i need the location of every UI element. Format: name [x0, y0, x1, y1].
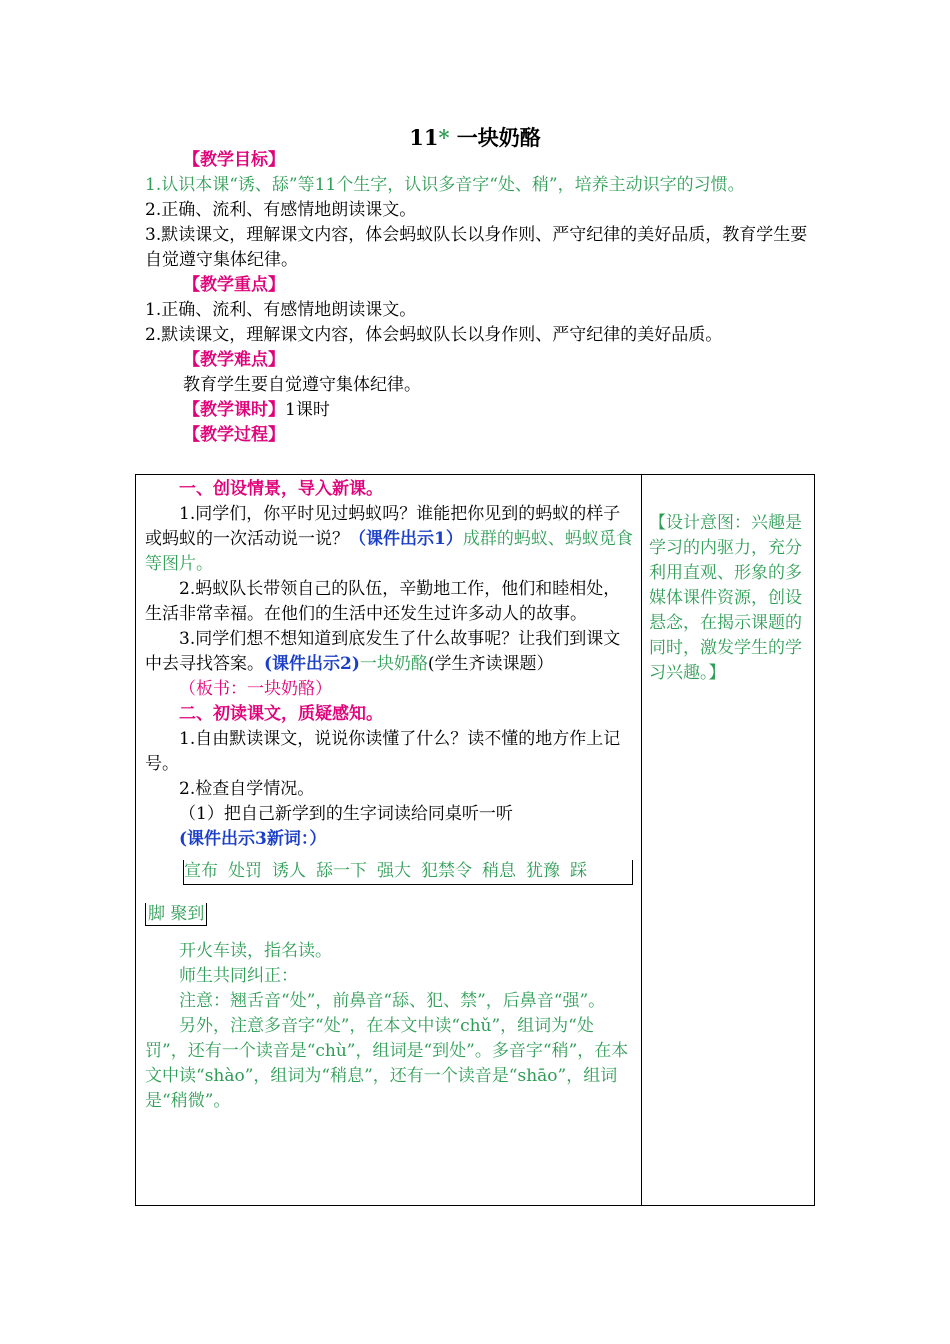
goals-section	[145, 148, 815, 448]
goal-1: 1.认识本课“诱、舔”等11个生字，认识多音字“处、稍”，培养主动识字的习惯。	[145, 175, 745, 195]
word-item: 宣布	[184, 861, 218, 881]
word-item: 诱人	[272, 861, 306, 881]
process-heading: 【教学过程】	[183, 425, 285, 445]
lesson-name: 一块奶酪	[449, 125, 541, 150]
word-item: 稍息	[482, 861, 516, 881]
step-2-heading: 二、初读课文，质疑感知。	[179, 704, 383, 724]
courseware-1: （课件出示1）	[349, 529, 463, 549]
process-main-cell	[145, 477, 635, 1114]
goals-heading: 【教学目标】	[183, 150, 285, 170]
process-table	[135, 474, 815, 1206]
star-icon: *	[438, 125, 450, 150]
difficult-heading: 【教学难点】	[183, 350, 285, 370]
goal-2: 2.正确、流利、有感情地朗读课文。	[145, 200, 417, 220]
correct-together: 师生共同纠正：	[179, 966, 298, 986]
step-1-para-1: 1.同学们，你平时见过蚂蚁吗？谁能把你见到的蚂蚁的样子或蚂蚁的一次活动说一说？（课件出示1）成群的蚂蚁、蚂蚁觅食等图片。	[145, 504, 633, 574]
read-method: 开火车读，指名读。	[179, 941, 332, 961]
hours-heading: 【教学课时】	[183, 400, 285, 420]
step-2-para-2: 2.检查自学情况。	[179, 779, 315, 799]
word-item: 踩	[570, 861, 587, 881]
courseware-2: (课件出示2)	[264, 654, 360, 674]
word-item: 犯禁令	[421, 861, 472, 881]
key-heading: 【教学重点】	[183, 275, 285, 295]
step-2-para-1: 1.自由默读课文，说说你读懂了什么？读不懂的地方作上记号。	[145, 729, 621, 774]
design-intent-cell: 【设计意图：兴趣是学习的内驱力，充分利用直观、形象的多媒体课件资源，创设悬念，在揭示课题的同时，激发学生的学习兴趣。】	[649, 513, 802, 683]
step-2-para-3: （1）把自己新学到的生字词读给同桌听一听	[179, 804, 513, 824]
step-1-heading: 一、创设情景，导入新课。	[179, 479, 383, 499]
step-1-para-3: 3.同学们想不想知道到底发生了什么故事呢？让我们到课文中去寻找答案。(课件出示2)一块奶酪(学生齐读课题）	[145, 629, 621, 674]
difficult-text: 教育学生要自觉遵守集体纪律。	[183, 375, 421, 395]
new-words-box	[183, 860, 633, 885]
word-item: 强大	[377, 861, 411, 881]
word-item: 处罚	[228, 861, 262, 881]
board-writing: （板书：一块奶酪）	[179, 679, 332, 699]
step-1-para-2: 2.蚂蚁队长带领自己的队伍，辛勤地工作，他们和睦相处，生活非常幸福。在他们的生活中还发生过许多动人的故事。	[145, 579, 621, 624]
hours-text: 1课时	[285, 400, 330, 420]
goal-3: 3.默读课文，理解课文内容，体会蚂蚁队长以身作则、严守纪律的美好品质，教育学生要自觉遵守集体纪律。	[145, 225, 808, 270]
word-item: 舔一下	[316, 861, 367, 881]
pronunciation-note: 注意：翘舌音“处”，前鼻音“舔、犯、禁”，后鼻音“强”。	[179, 991, 606, 1011]
polyphone-note: 另外，注意多音字“处”，在本文中读“chǔ”，组词为“处罚”，还有一个读音是“chù”，组词是“到处”。多音字“稍”，在本文中读“shào”，组词为“稍息”，还有一个读音是“shāo”，组词是“稍微”。	[145, 1016, 629, 1111]
courseware-3: (课件出示3新词：）	[179, 829, 327, 849]
lesson-number: 11	[409, 125, 439, 150]
key-2: 2.默读课文，理解课文内容，体会蚂蚁队长以身作则、严守纪律的美好品质。	[145, 325, 723, 345]
new-words-box-continued: 脚 聚到	[145, 903, 207, 926]
key-1: 1.正确、流利、有感情地朗读课文。	[145, 300, 417, 320]
table-divider	[641, 475, 642, 1205]
word-item: 犹豫	[526, 861, 560, 881]
